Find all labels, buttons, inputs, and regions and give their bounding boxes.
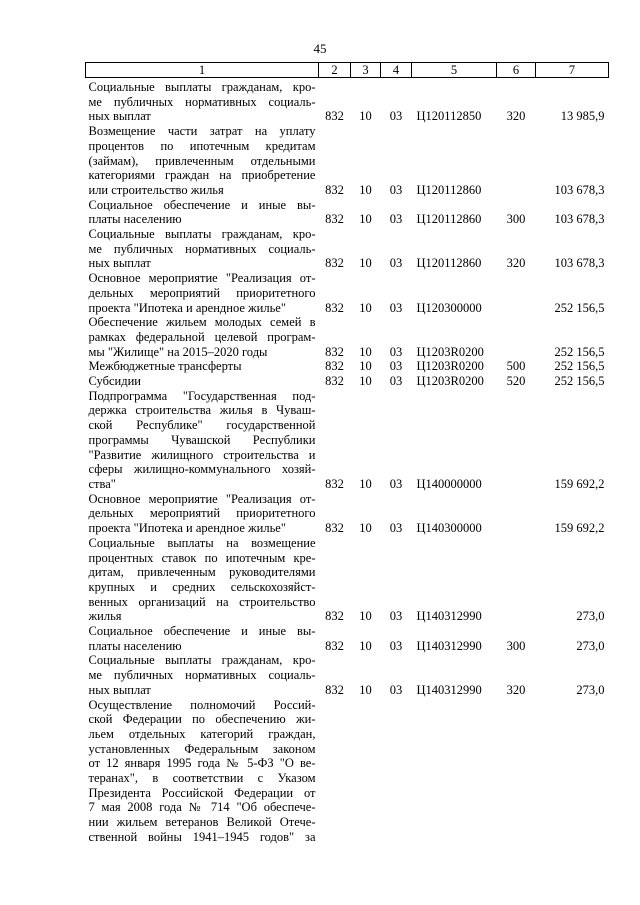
column-header-7: 7 xyxy=(536,63,609,78)
row-name-line: держка строительства жилья в Чуваш- xyxy=(88,403,316,418)
header-row xyxy=(86,63,609,78)
table-row xyxy=(86,374,609,389)
row-name-cell xyxy=(86,492,319,536)
amount-cell: 103 678,3 xyxy=(554,212,605,227)
table-row xyxy=(86,492,609,536)
column-header-2: 2 xyxy=(319,63,351,78)
row-name-cell xyxy=(86,124,319,198)
section-code-cell: 10 xyxy=(359,300,372,315)
section-code-cell: 10 xyxy=(359,682,372,697)
row-name-line: ных выплат xyxy=(88,109,151,124)
amount-cell: 13 985,9 xyxy=(560,109,605,124)
row-name-line: программы Чувашской Республики xyxy=(88,432,316,447)
table-body xyxy=(86,78,609,845)
section-code-cell: 10 xyxy=(359,256,372,271)
expense-type-cell xyxy=(497,536,536,624)
row-name-cell xyxy=(86,698,319,845)
row-name-line: процентных ставок по ипотечным кре- xyxy=(88,550,316,565)
expense-type-cell: 520 xyxy=(506,374,526,389)
table-row xyxy=(86,698,609,845)
table-row xyxy=(86,227,609,271)
section-code-cell: 10 xyxy=(359,521,372,536)
target-article-cell: Ц140312990 xyxy=(416,638,482,653)
amount-cell: 252 156,5 xyxy=(554,344,605,359)
row-name-line: Социальное обеспечение и иные вы- xyxy=(88,624,316,639)
expense-type-cell: 500 xyxy=(506,359,526,374)
row-name-line: Межбюджетные трансферты xyxy=(88,359,242,374)
admin-code-cell: 832 xyxy=(325,609,344,624)
row-name-line: Социальное обеспечение и иные вы- xyxy=(88,197,316,212)
expense-type-cell: 300 xyxy=(506,212,526,227)
amount-cell: 273,0 xyxy=(576,638,605,653)
subsection-code-cell: 03 xyxy=(389,638,403,653)
row-name-line: ской Федерации по обеспечению жи- xyxy=(88,712,316,727)
row-name-line: "Развитие жилищного строительства и xyxy=(88,447,316,462)
target-article-cell: Ц140312990 xyxy=(416,609,482,624)
row-name-line: проекта "Ипотека и арендное жилье" xyxy=(88,521,286,536)
section-code-cell xyxy=(351,698,381,845)
table-row xyxy=(86,359,609,374)
admin-code-cell: 832 xyxy=(325,374,344,389)
amount-cell: 273,0 xyxy=(576,682,605,697)
expense-type-cell xyxy=(497,698,536,845)
row-name-line: Основное мероприятие "Реализация от- xyxy=(88,271,316,286)
column-header-3: 3 xyxy=(351,63,381,78)
row-name-line: Субсидии xyxy=(88,374,141,389)
admin-code-cell: 832 xyxy=(325,256,344,271)
subsection-code-cell: 03 xyxy=(389,344,403,359)
row-name-line: теранах", в соответствии с Указом xyxy=(88,771,316,786)
target-article-cell: Ц120112850 xyxy=(416,109,482,124)
admin-code-cell xyxy=(319,698,351,845)
row-name-line: сферы жилищно-коммунального хозяй- xyxy=(88,462,316,477)
subsection-code-cell: 03 xyxy=(389,212,403,227)
table-row xyxy=(86,124,609,198)
amount-cell: 252 156,5 xyxy=(554,374,605,389)
row-name-line: нии жильем ветеранов Великой Отече- xyxy=(88,815,316,830)
admin-code-cell: 832 xyxy=(325,359,344,374)
row-name-line: категориями граждан на приобретение xyxy=(88,168,316,183)
expense-type-cell: 300 xyxy=(506,638,526,653)
row-name-line: платы населению xyxy=(88,212,182,227)
admin-code-cell: 832 xyxy=(325,300,344,315)
subsection-code-cell: 03 xyxy=(389,256,403,271)
row-name-line: Обеспечение жильем молодых семей в xyxy=(88,315,316,330)
subsection-code-cell: 03 xyxy=(389,182,403,197)
row-name-line: ных выплат xyxy=(88,256,151,271)
row-name-line: процентов по ипотечным кредитам xyxy=(88,138,316,153)
expense-type-cell: 320 xyxy=(506,109,526,124)
section-code-cell: 10 xyxy=(359,344,372,359)
section-code-cell: 10 xyxy=(359,109,372,124)
row-name-cell xyxy=(86,271,319,315)
target-article-cell: Ц120112860 xyxy=(416,182,482,197)
section-code-cell: 10 xyxy=(359,374,372,389)
section-code-cell: 10 xyxy=(359,359,372,374)
admin-code-cell: 832 xyxy=(325,344,344,359)
row-name-line: Социальные выплаты гражданам, кро- xyxy=(88,653,316,668)
row-name-line: платы населению xyxy=(88,638,182,653)
row-name-line: 7 мая 2008 года № 714 "Об обеспече- xyxy=(88,800,316,815)
expense-type-cell xyxy=(497,271,536,315)
table-row xyxy=(86,198,609,227)
row-name-line: жилья xyxy=(88,609,122,624)
section-code-cell: 10 xyxy=(359,476,372,491)
row-name-line: Подпрограмма "Государственная под- xyxy=(88,388,316,403)
row-name-line: Социальные выплаты на возмещение xyxy=(88,535,316,550)
section-code-cell: 10 xyxy=(359,212,372,227)
row-name-line: от 12 января 1995 года № 5-ФЗ "О ве- xyxy=(88,756,316,771)
table-row xyxy=(86,315,609,359)
table-row xyxy=(86,78,609,125)
amount-cell: 103 678,3 xyxy=(554,256,605,271)
row-name-line: (займам), привлеченным отдельными xyxy=(88,153,316,168)
target-article-cell: Ц140312990 xyxy=(416,682,482,697)
table-row xyxy=(86,536,609,624)
column-header-5: 5 xyxy=(412,63,497,78)
row-name-cell xyxy=(86,227,319,271)
row-name-line: дельных мероприятий приоритетного xyxy=(88,506,316,521)
row-name-line: льем отдельных категорий граждан, xyxy=(88,726,316,741)
row-name-line: Основное мероприятие "Реализация от- xyxy=(88,491,316,506)
target-article-cell: Ц120300000 xyxy=(416,300,482,315)
target-article-cell: Ц1203R0200 xyxy=(416,344,484,359)
table-row xyxy=(86,653,609,697)
row-name-cell xyxy=(86,359,319,374)
column-header-1: 1 xyxy=(86,63,319,78)
section-code-cell: 10 xyxy=(359,609,372,624)
target-article-cell: Ц1203R0200 xyxy=(416,359,484,374)
row-name-cell xyxy=(86,198,319,227)
row-name-line: ме публичных нормативных социаль- xyxy=(88,668,316,683)
expense-type-cell: 320 xyxy=(506,682,526,697)
row-name-cell xyxy=(86,624,319,653)
row-name-line: Социальные выплаты гражданам, кро- xyxy=(88,80,316,94)
row-name-line: ме публичных нормативных социаль- xyxy=(88,94,316,109)
table-row xyxy=(86,389,609,492)
amount-cell: 159 692,2 xyxy=(554,476,605,491)
row-name-line: ской Республике" государственной xyxy=(88,418,316,433)
row-name-cell xyxy=(86,653,319,697)
admin-code-cell: 832 xyxy=(325,182,344,197)
row-name-line: Президента Российской Федерации от xyxy=(88,785,316,800)
subsection-code-cell: 03 xyxy=(389,682,403,697)
row-name-line: установленных Федеральным законом xyxy=(88,741,316,756)
row-name-line: венных организаций на строительство xyxy=(88,594,316,609)
amount-cell xyxy=(536,698,609,845)
subsection-code-cell: 03 xyxy=(389,609,403,624)
target-article-cell: Ц120112860 xyxy=(416,212,482,227)
page-number: 45 xyxy=(313,41,327,56)
column-header-4: 4 xyxy=(381,63,412,78)
subsection-code-cell: 03 xyxy=(389,109,403,124)
row-name-cell xyxy=(86,536,319,624)
subsection-code-cell: 03 xyxy=(389,374,403,389)
row-name-line: крупных и средних сельскохозяйст- xyxy=(88,579,316,594)
amount-cell: 252 156,5 xyxy=(554,359,605,374)
table-row xyxy=(86,271,609,315)
expense-type-cell xyxy=(497,315,536,359)
target-article-cell: Ц1203R0200 xyxy=(416,374,484,389)
row-name-line: дельных мероприятий приоритетного xyxy=(88,285,316,300)
row-name-cell xyxy=(86,78,319,125)
target-article-cell: Ц140000000 xyxy=(416,476,482,491)
target-article-cell: Ц120112860 xyxy=(416,256,482,271)
table-header xyxy=(86,63,609,78)
row-name-line: рамках федеральной целевой програм- xyxy=(88,329,316,344)
row-name-line: Возмещение части затрат на уплату xyxy=(88,124,316,139)
subsection-code-cell: 03 xyxy=(389,359,403,374)
target-article-cell: Ц140300000 xyxy=(416,521,482,536)
expense-type-cell xyxy=(497,124,536,198)
expense-type-cell: 320 xyxy=(506,256,526,271)
row-name-line: ственной войны 1941–1945 годов" за xyxy=(88,829,316,844)
admin-code-cell: 832 xyxy=(325,476,344,491)
row-name-line: Осуществление полномочий Россий- xyxy=(88,697,316,712)
admin-code-cell: 832 xyxy=(325,109,344,124)
row-name-cell xyxy=(86,374,319,389)
row-name-line: ных выплат xyxy=(88,682,151,697)
row-name-cell xyxy=(86,389,319,492)
admin-code-cell: 832 xyxy=(325,521,344,536)
amount-cell: 273,0 xyxy=(576,609,605,624)
budget-table xyxy=(85,62,609,845)
target-article-cell xyxy=(412,698,497,845)
row-name-cell xyxy=(86,315,319,359)
subsection-code-cell: 03 xyxy=(389,476,403,491)
row-name-line: ства" xyxy=(88,476,116,491)
row-name-line: мы "Жилище" на 2015–2020 годы xyxy=(88,344,268,359)
subsection-code-cell: 03 xyxy=(389,521,403,536)
table-row xyxy=(86,624,609,653)
column-header-6: 6 xyxy=(497,63,536,78)
expense-type-cell xyxy=(497,389,536,492)
row-name-line: ме публичных нормативных социаль- xyxy=(88,241,316,256)
admin-code-cell: 832 xyxy=(325,638,344,653)
row-name-line: Социальные выплаты гражданам, кро- xyxy=(88,227,316,242)
admin-code-cell: 832 xyxy=(325,212,344,227)
expense-type-cell xyxy=(497,492,536,536)
section-code-cell: 10 xyxy=(359,638,372,653)
amount-cell: 252 156,5 xyxy=(554,300,605,315)
amount-cell: 103 678,3 xyxy=(554,182,605,197)
row-name-line: или строительство жилья xyxy=(88,182,224,197)
subsection-code-cell: 03 xyxy=(389,300,403,315)
section-code-cell: 10 xyxy=(359,182,372,197)
row-name-line: проекта "Ипотека и арендное жилье" xyxy=(88,300,286,315)
admin-code-cell: 832 xyxy=(325,682,344,697)
subsection-code-cell xyxy=(381,698,412,845)
amount-cell: 159 692,2 xyxy=(554,521,605,536)
row-name-line: дитам, привлеченным руководителями xyxy=(88,565,316,580)
